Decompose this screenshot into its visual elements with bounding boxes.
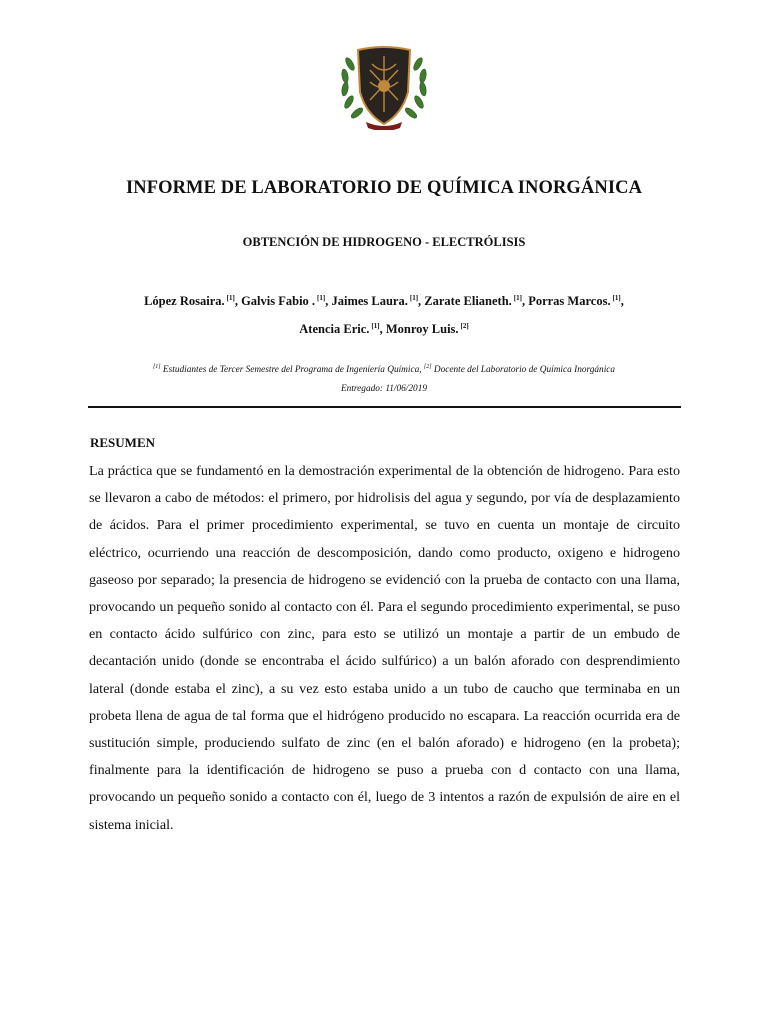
author-name: Zarate Elianeth. — [424, 294, 512, 308]
affiliation-ref: [2] — [423, 364, 432, 370]
affiliation-line — [40, 358, 728, 380]
affiliation-block — [40, 358, 728, 399]
author-ref: [1] — [612, 294, 621, 302]
author-name: Porras Marcos. — [528, 294, 611, 308]
document-subtitle: OBTENCIÓN DE HIDROGENO - ELECTRÓLISIS — [242, 235, 526, 249]
affiliation-text: Docente del Laboratorio de Química Inorgánica — [431, 365, 616, 375]
abstract-heading: RESUMEN — [90, 435, 156, 450]
author-name: López Rosaira. — [144, 294, 225, 308]
author-separator: , — [418, 294, 425, 308]
author-name: Atencia Eric. — [299, 322, 370, 336]
affiliation-text: Estudiantes de Tercer Semestre del Programa de Ingeniería Química, — [160, 365, 424, 375]
author-separator: , — [620, 294, 624, 308]
abstract-body: La práctica que se fundamentó en la demostración experimental de la obtención de hidrogeno. Para esto se llevaron a cabo de métodos: el primero, por hidrolisis del agua y segundo, por vía de desplazamiento de ácidos. Para el primer procedimiento experimental, se tuvo en cuenta un montaje de circuito eléctrico, ocurriendo una reacción de descomposición, dando como producto, oxigeno e hidrogeno gaseoso por separado; la presencia de hidrogeno se evidenció con la prueba de contacto con una llama, provocando un pequeño sonido al contacto con él. Para el segundo procedimiento experimental, se puso en contacto ácido sulfúrico con zinc, para esto se utilizó un montaje a partir de un embudo de decantación unido (donde se encontraba el ácido sulfúrico) a un balón aforado con desprendimiento lateral (donde estaba el zinc), a su vez esto estaba unido a un tubo de caucho que terminaba en un probeta llena de agua de tal forma que el hidrógeno producido no escapara. La reacción ocurrida era de sustitución simple, produciendo sulfato de zinc (en el balón aforado) e hidrogeno (en la probeta); finalmente para la identificación de hidrogeno se puso a prueba con d contacto con una llama, provocando un pequeño sonido a contacto con él, luego de 3 intentos a razón de expulsión de aire en el sistema inicial. — [89, 463, 680, 833]
author-ref: [1] — [226, 294, 235, 302]
university-crest-icon — [336, 42, 432, 130]
affiliation-ref: [1] — [152, 364, 161, 370]
author-separator: , — [379, 322, 386, 336]
author-list — [60, 286, 708, 342]
document-title: INFORME DE LABORATORIO DE QUÍMICA INORGÁNICA — [125, 178, 643, 198]
author-name: Jaimes Laura. — [331, 294, 408, 308]
header-divider — [88, 406, 681, 408]
author-name: Monroy Luis. — [385, 322, 459, 336]
author-ref: [1] — [409, 294, 419, 302]
author-separator: , — [521, 294, 529, 308]
author-ref: [1] — [371, 322, 380, 330]
author-ref: [1] — [513, 294, 522, 302]
delivery-date: Entregado: 11/06/2019 — [341, 384, 427, 394]
author-separator: , — [325, 294, 332, 308]
author-name: Galvis Fabio . — [241, 294, 316, 308]
author-ref: [1] — [317, 294, 326, 302]
author-separator: , — [234, 294, 242, 308]
author-ref: [2] — [460, 322, 469, 330]
